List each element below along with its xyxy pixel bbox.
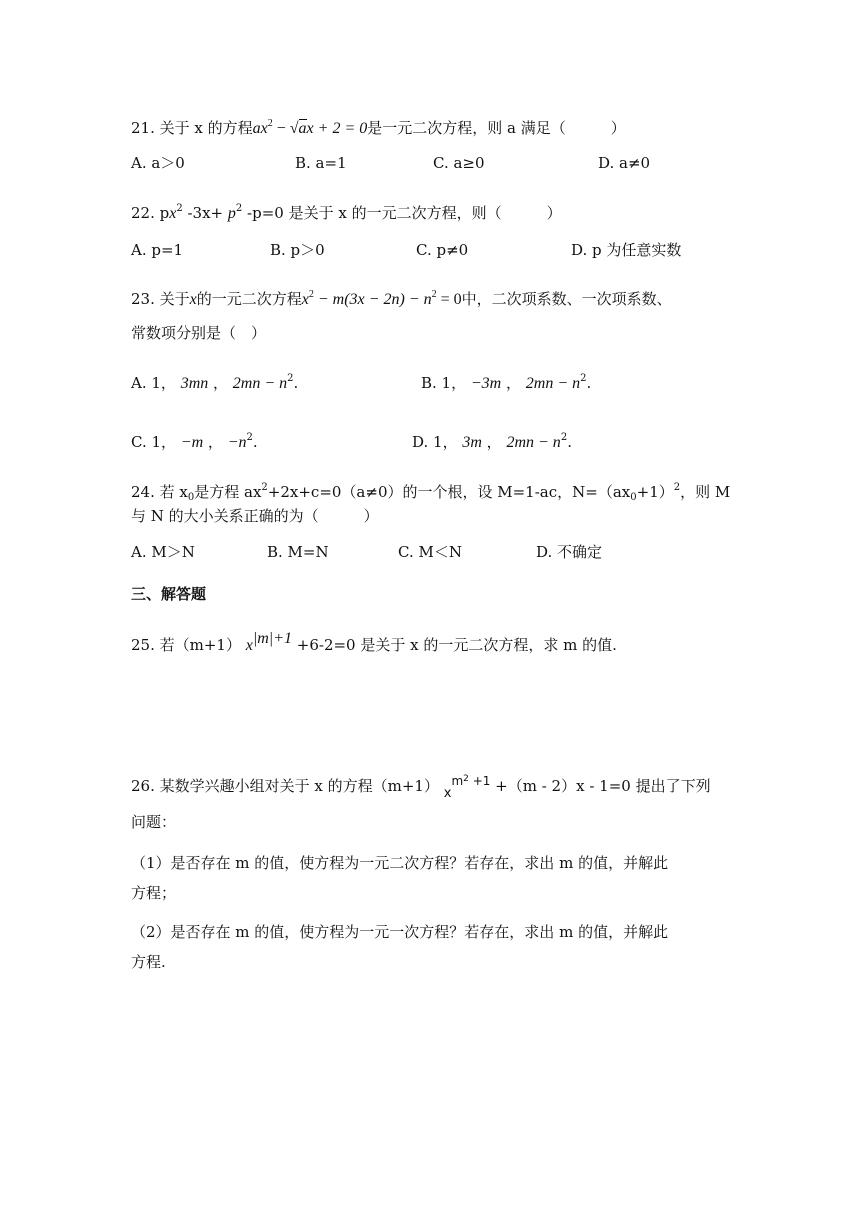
q26-stem: 26. 某数学兴趣小组对关于 x 的方程（m+1） $x^{m^2 +1} +(m - 2)x - 1=0$ 提出了下列 [131,774,711,801]
q22-option-b: B. p＞0 [270,241,325,259]
q21-option-c: C. a≥0 [433,154,485,172]
q24-option-b: B. M=N [267,543,329,561]
q21-option-a: A. a＞0 [131,154,185,172]
q26-stem-line2: 问题： [131,813,177,831]
q24-option-c: C. M＜N [398,543,462,561]
q22-option-c: C. p≠0 [416,241,469,259]
q22-stem: 22. $px^2$ $-3x+ p^2$ -p=0 是关于 x 的一元二次方程，则（ ） [131,203,562,222]
q23-option-b: B. 1， −3m ， $2mn - n^2$. [421,373,592,392]
q24-stem-line2: 与 N 的大小关系正确的为（ ） [131,507,379,525]
q21-prefix: 21. 关于 x 的方程 [131,119,253,137]
q24-option-a: A. M＞N [131,543,195,561]
q23-option-d: D. 1， 3m ， $2mn - n^2$. [412,432,572,451]
q21-suffix: 是一元二次方程，则 a 满足（ ） [367,119,626,137]
q26-part1-line1: （1）是否存在 m 的值，使方程为一元二次方程？若存在，求出 m 的值，并解此 [131,854,669,872]
q22-option-a: A. p=1 [131,241,184,259]
q25-stem: 25. 若（m+1） $x^{|m|+1} +6-2=0$ 是关于 x 的一元二次方程，求 m 的值. [131,630,617,654]
q26-part2-line2: 方程. [131,953,166,971]
q21-equation: $ax^2 - √ax + 2 = 0$ [252,118,368,137]
q23-option-a: A. 1， 3mn ， $2mn - n^2$. [131,373,299,392]
q26-part2-line1: （2）是否存在 m 的值，使方程为一元一次方程？若存在，求出 m 的值，并解此 [131,923,669,941]
q21-option-d: D. a≠0 [598,154,651,172]
q24-stem: 24. 若 $x_0$是方程 $ax^2+2x+c=0(a\ne 0)$的一个根，设 M=1-ac，$N=(ax_0+1)^2$，则 M [131,482,731,503]
q23-stem-line2: 常数项分别是（ ） [131,324,267,342]
q22-option-d: D. p 为任意实数 [571,241,682,259]
q26-part1-line2: 方程； [131,884,177,902]
q24-option-d: D. 不确定 [536,543,603,561]
q21-option-b: B. a=1 [295,154,347,172]
section-title: 三、解答题 [131,585,207,603]
q23-stem: 23. 关于x的一元二次方程$x^2 - m(3x - 2n) - n^2 = 0$中，二次项系数、一次项系数、 [131,289,672,308]
q21-stem [131,117,626,140]
q23-option-c: C. 1， −m ， $-n^2$. [131,432,258,451]
